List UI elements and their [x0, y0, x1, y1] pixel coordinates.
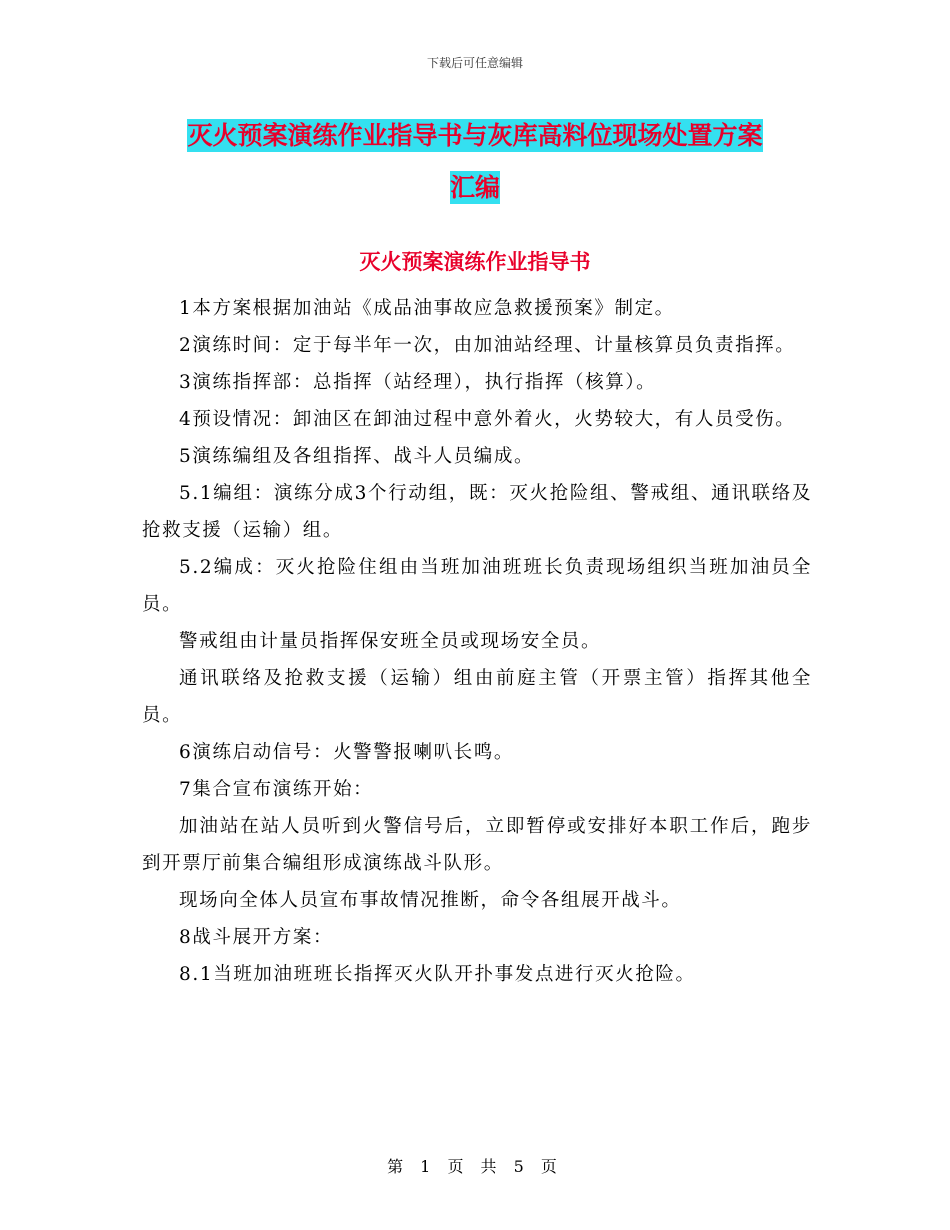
paragraph: 5演练编组及各组指挥、战斗人员编成。	[179, 446, 535, 467]
document-title-line-2: 汇编	[449, 173, 500, 202]
paragraph: 1本方案根据加油站《成品油事故应急救援预案》制定。	[179, 298, 675, 319]
paragraph: 6演练启动信号：火警警报喇叭长鸣。	[179, 742, 514, 763]
paragraph: 5.2编成：灭火抢险住组由当班加油班班长负责现场组织当班加油员全员。	[142, 557, 812, 615]
paragraph: 4预设情况：卸油区在卸油过程中意外着火，火势较大，有人员受伤。	[179, 409, 796, 430]
paragraph: 加油站在站人员听到火警信号后，立即暂停或安排好本职工作后，跑步到开票厅前集合编组形成演练战斗队形。	[142, 816, 812, 874]
page-footer: 第 1 页 共 5 页	[387, 1157, 563, 1176]
paragraph: 警戒组由计量员指挥保安班全员或现场安全员。	[179, 631, 602, 652]
paragraph: 2演练时间：定于每半年一次，由加油站经理、计量核算员负责指挥。	[179, 335, 796, 356]
paragraph: 通讯联络及抢救支援（运输）组由前庭主管（开票主管）指挥其他全员。	[142, 668, 812, 726]
body-text	[142, 290, 812, 993]
paragraph: 7集合宣布演练开始：	[179, 779, 374, 800]
paragraph: 8.1当班加油班班长指挥灭火队开扑事发点进行灭火抢险。	[179, 964, 696, 985]
paragraph: 3演练指挥部：总指挥（站经理），执行指挥（核算）。	[179, 372, 657, 393]
paragraph: 5.1编组：演练分成3个行动组，既：灭火抢险组、警戒组、通讯联络及抢救支援（运输）组。	[142, 483, 812, 541]
paragraph: 现场向全体人员宣布事故情况推断，命令各组展开战斗。	[179, 890, 682, 911]
document-title	[140, 110, 810, 214]
document-title-line-1: 灭火预案演练作业指导书与灰库高料位现场处置方案	[187, 121, 763, 150]
paragraph: 8战斗展开方案：	[179, 927, 334, 948]
section-title: 灭火预案演练作业指导书	[359, 250, 591, 274]
header-note: 下载后可任意编辑	[426, 56, 523, 70]
